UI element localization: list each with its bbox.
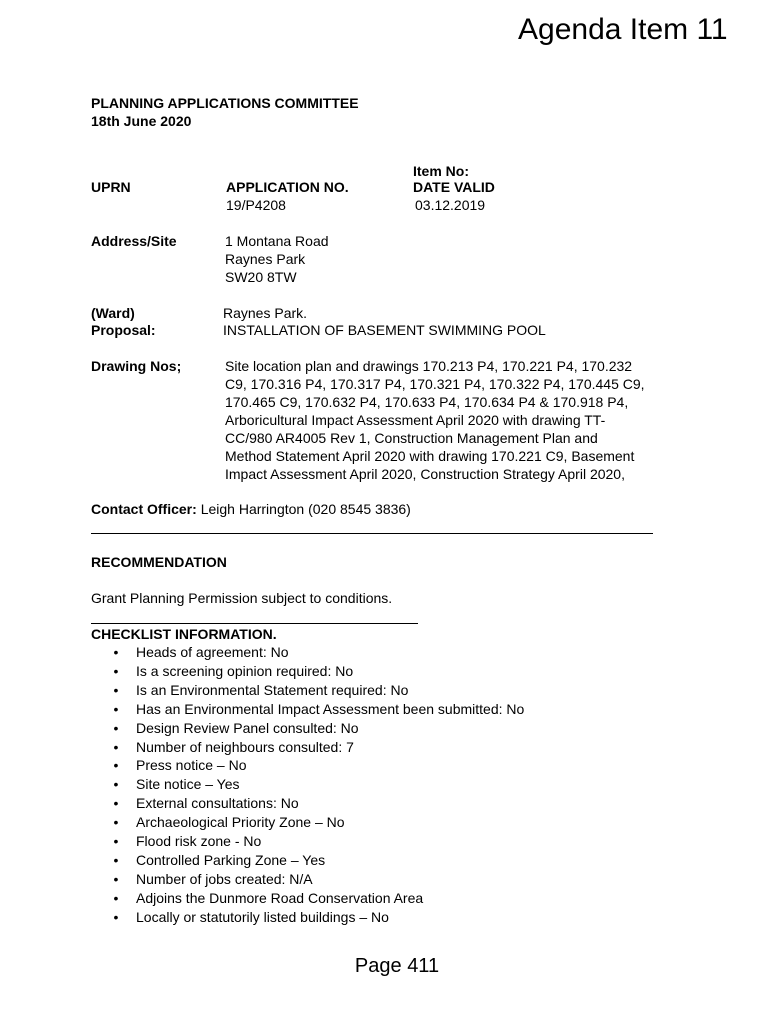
item-no-label: Item No: [413, 163, 469, 179]
list-item [110, 756, 524, 775]
bullet-icon: • [113, 662, 119, 679]
contact-value: Leigh Harrington (020 8545 3836) [200, 501, 411, 517]
bullet-icon: • [113, 644, 119, 660]
drawing-line: 170.465 C9, 170.632 P4, 170.633 P4, 170.634 P4 & 170.918 P4, [225, 394, 629, 410]
bullet-icon: • [113, 795, 119, 812]
drawing-nos-text [225, 357, 673, 483]
drawing-line: Impact Assessment April 2020, Construction Strategy April 2020, [225, 466, 625, 482]
drawing-nos-label: Drawing Nos; [91, 358, 182, 374]
application-no-label: APPLICATION NO. [226, 179, 349, 195]
checklist-item-text: Design Review Panel consulted: No [136, 719, 359, 736]
proposal-value: INSTALLATION OF BASEMENT SWIMMING POOL [223, 322, 546, 338]
checklist-item-text: External consultations: No [136, 795, 299, 812]
bullet-icon: • [113, 833, 119, 850]
address-label: Address/Site [91, 233, 177, 249]
bullet-icon: • [113, 757, 119, 774]
address-line: SW20 8TW [225, 269, 297, 285]
checklist-item-text: Press notice – No [136, 757, 247, 774]
contact-officer [91, 500, 411, 518]
address-block [225, 232, 329, 286]
list-item [110, 889, 524, 908]
ward-label: (Ward) [91, 305, 135, 321]
drawing-line: C9, 170.316 P4, 170.317 P4, 170.321 P4, 170.322 P4, 170.445 C9, [225, 376, 645, 392]
list-item [110, 813, 524, 832]
date-valid-value: 03.12.2019 [415, 197, 486, 213]
recommendation-text: Grant Planning Permission subject to conditions. [91, 590, 393, 606]
checklist-item-text: Heads of agreement: No [136, 644, 289, 660]
recommendation-label: RECOMMENDATION [91, 554, 227, 570]
bullet-icon: • [113, 700, 119, 717]
list-item [110, 870, 524, 889]
checklist-title: CHECKLIST INFORMATION. [91, 626, 277, 642]
checklist-item-text: Locally or statutorily listed buildings – No [136, 908, 389, 925]
bullet-icon: • [113, 889, 119, 906]
bullet-icon: • [113, 738, 119, 755]
bullet-icon: • [113, 719, 119, 736]
committee-name: PLANNING APPLICATIONS COMMITTEE [91, 95, 359, 111]
drawing-line: Method Statement April 2020 with drawing 170.221 C9, Basement [225, 448, 635, 464]
drawing-line: Arboricultural Impact Assessment April 2020 with drawing TT- [225, 412, 606, 428]
checklist-item-text: Controlled Parking Zone – Yes [136, 851, 326, 868]
date-valid-label: DATE VALID [413, 179, 495, 195]
list-item [110, 700, 524, 719]
bullet-icon: • [113, 908, 119, 925]
section-divider [91, 623, 418, 624]
list-item [110, 832, 524, 851]
checklist-item-text: Archaeological Priority Zone – No [136, 814, 345, 831]
meeting-date: 18th June 2020 [91, 113, 192, 129]
list-item [110, 681, 524, 700]
drawing-line: CC/980 AR4005 Rev 1, Construction Management Plan and [225, 430, 598, 446]
list-item [110, 662, 524, 681]
page-number: Page 411 [354, 955, 440, 977]
list-item [110, 851, 524, 870]
bullet-icon: • [113, 851, 119, 868]
bullet-icon: • [113, 681, 119, 698]
proposal-label: Proposal: [91, 322, 156, 338]
list-item [110, 738, 524, 757]
ward-value: Raynes Park. [223, 305, 308, 321]
address-line: Raynes Park [225, 251, 306, 267]
checklist-item-text: Has an Environmental Impact Assessment been submitted: No [136, 700, 525, 717]
drawing-line: Site location plan and drawings 170.213 P4, 170.221 P4, 170.232 [225, 358, 633, 374]
address-line: 1 Montana Road [225, 233, 329, 249]
contact-label: Contact Officer: [91, 501, 197, 517]
bullet-icon: • [113, 814, 119, 831]
checklist-item-text: Adjoins the Dunmore Road Conservation Area [136, 889, 424, 906]
checklist-list [110, 643, 524, 927]
uprn-label: UPRN [91, 179, 131, 195]
list-item [110, 643, 524, 662]
checklist-item-text: Number of jobs created: N/A [136, 870, 313, 887]
checklist-item-text: Number of neighbours consulted: 7 [136, 738, 354, 755]
bullet-icon: • [113, 776, 119, 793]
list-item [110, 908, 524, 927]
agenda-item-title: Agenda Item 11 [518, 13, 728, 46]
checklist-item-text: Flood risk zone - No [136, 833, 262, 850]
checklist-item-text: Is a screening opinion required: No [136, 662, 354, 679]
list-item [110, 719, 524, 738]
bullet-icon: • [113, 870, 119, 887]
list-item [110, 775, 524, 794]
checklist-item-text: Site notice – Yes [136, 776, 240, 793]
section-divider [91, 533, 653, 534]
list-item [110, 794, 524, 813]
application-no-value: 19/P4208 [226, 197, 286, 213]
checklist-item-text: Is an Environmental Statement required: No [136, 681, 409, 698]
